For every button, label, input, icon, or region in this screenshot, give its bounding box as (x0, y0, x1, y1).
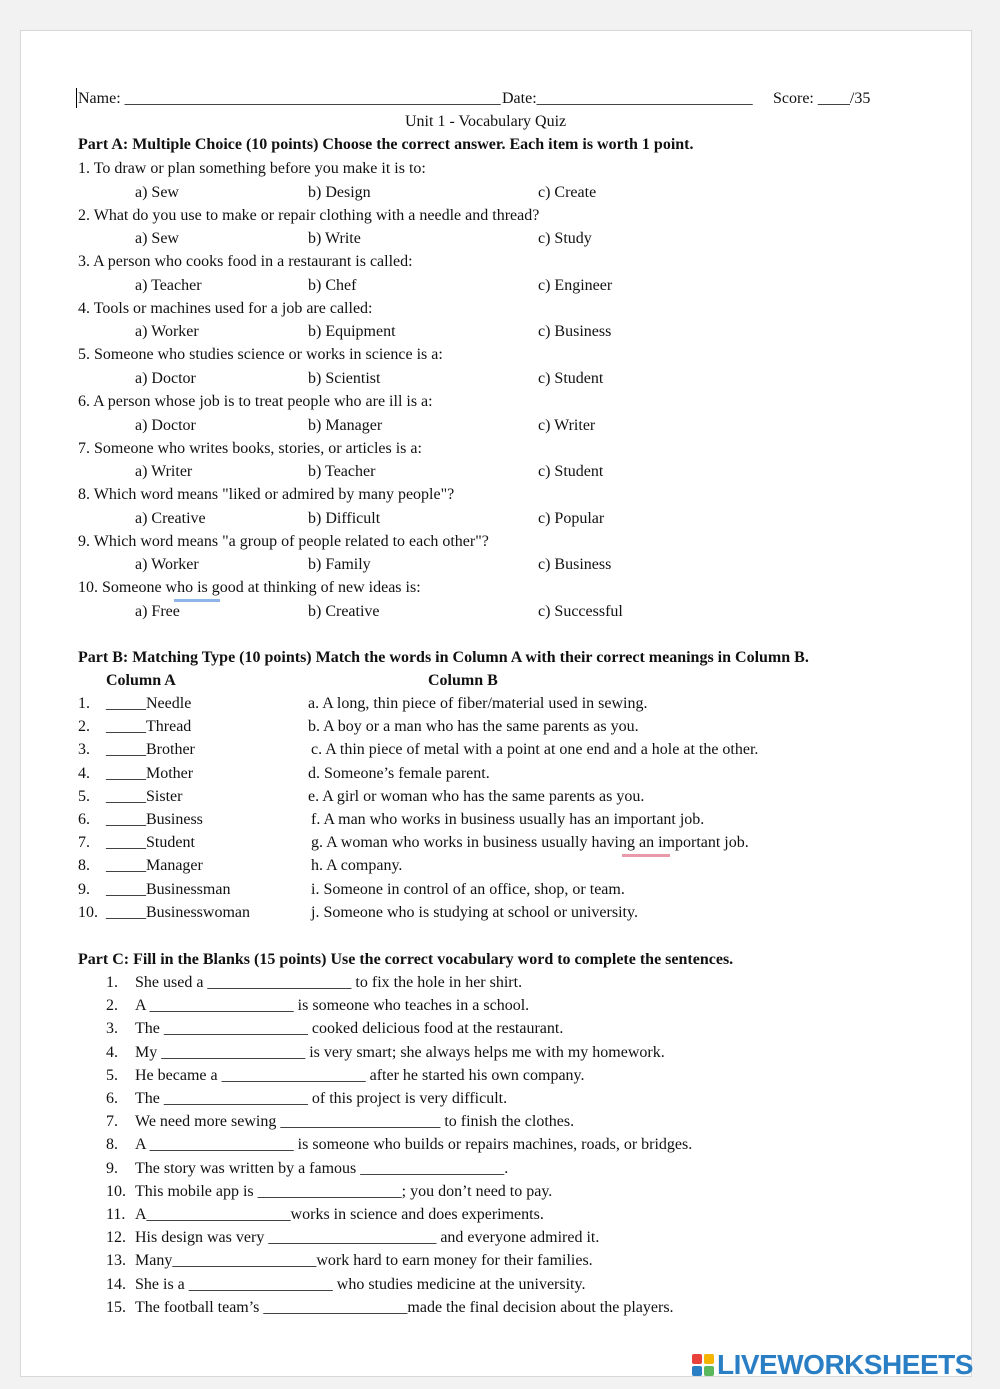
fill-number: 15. (106, 1298, 126, 1316)
match-definition: j. Someone who is studying at school or university. (311, 903, 638, 921)
fill-sentence[interactable]: We need more sewing ____________________ to finish the clothes. (135, 1113, 575, 1131)
fill-sentence[interactable]: He became a __________________ after he started his own company. (135, 1066, 585, 1084)
option-c[interactable]: c) Successful (538, 602, 623, 620)
option-b[interactable]: b) Scientist (308, 369, 381, 387)
option-c[interactable]: c) Popular (538, 509, 605, 527)
match-definition: b. A boy or a man who has the same parents as you. (308, 718, 639, 736)
fill-sentence[interactable]: The __________________ cooked delicious food at the restaurant. (135, 1020, 564, 1038)
fill-number: 7. (106, 1113, 118, 1131)
question-text: 2. What do you use to make or repair clothing with a needle and thread? (78, 206, 540, 224)
option-b[interactable]: b) Difficult (308, 509, 381, 527)
fill-sentence[interactable]: My __________________ is very smart; she always helps me with my homework. (135, 1043, 665, 1061)
match-definition: g. A woman who works in business usually having an important job. (311, 834, 749, 852)
match-definition: e. A girl or woman who has the same parents as you. (308, 787, 645, 805)
fill-sentence[interactable]: The football team’s __________________made the final decision about the players. (135, 1298, 674, 1316)
name-field[interactable]: Name: _______________________________________________ (78, 90, 501, 107)
option-a[interactable]: a) Worker (135, 556, 199, 574)
fill-number: 13. (106, 1252, 126, 1270)
option-b[interactable]: b) Write (308, 230, 361, 248)
fill-number: 11. (106, 1206, 126, 1223)
option-c[interactable]: c) Writer (538, 416, 596, 434)
option-c[interactable]: c) Student (538, 369, 604, 387)
fill-number: 14. (106, 1275, 126, 1293)
logo-text: LIVEWORKSHEETS (717, 1349, 973, 1380)
logo-grid-icon (692, 1354, 714, 1376)
option-a[interactable]: a) Doctor (135, 369, 196, 387)
text-cursor (76, 88, 77, 108)
option-a[interactable]: a) Sew (135, 183, 179, 201)
option-a[interactable]: a) Creative (135, 509, 206, 527)
fill-sentence[interactable]: Many__________________work hard to earn money for their families. (135, 1252, 593, 1270)
option-b[interactable]: b) Manager (308, 416, 383, 434)
match-number: 4. (78, 764, 90, 782)
match-blank[interactable]: _____Thread (106, 718, 192, 736)
match-blank[interactable]: _____Needle (106, 695, 192, 712)
match-blank[interactable]: _____Sister (106, 787, 183, 805)
match-blank[interactable]: _____Student (106, 834, 195, 852)
option-a[interactable]: a) Writer (135, 463, 193, 481)
fill-sentence[interactable]: A __________________ is someone who teaches in a school. (135, 997, 530, 1015)
score-field: Score: ____/35 (773, 90, 871, 107)
option-c[interactable]: c) Study (538, 230, 592, 248)
match-blank[interactable]: _____Business (106, 811, 203, 828)
option-a[interactable]: a) Doctor (135, 416, 196, 434)
part-b-heading: Part B: Matching Type (10 points) Match the words in Column A with their correct meanings in Column B. (78, 649, 809, 666)
fill-sentence[interactable]: She is a __________________ who studies medicine at the university. (135, 1275, 586, 1293)
fill-number: 10. (106, 1182, 126, 1200)
question-text: 8. Which word means "liked or admired by many people"? (78, 486, 455, 504)
fill-number: 5. (106, 1066, 118, 1084)
date-field[interactable]: Date:___________________________ (502, 90, 753, 107)
question-text: 9. Which word means "a group of people related to each other"? (78, 532, 489, 550)
option-c[interactable]: c) Engineer (538, 276, 613, 294)
match-number: 2. (78, 718, 90, 736)
match-number: 8. (78, 857, 90, 875)
match-definition: c. A thin piece of metal with a point at one end and a hole at the other. (311, 741, 759, 759)
match-definition: h. A company. (311, 857, 403, 875)
option-c[interactable]: c) Student (538, 463, 604, 481)
match-number: 1. (78, 695, 90, 712)
fill-sentence[interactable]: His design was very _____________________ and everyone admired it. (135, 1229, 600, 1247)
option-c[interactable]: c) Create (538, 183, 597, 201)
option-a[interactable]: a) Sew (135, 230, 179, 248)
part-c-heading: Part C: Fill in the Blanks (15 points) Use the correct vocabulary word to complete the sentences. (78, 951, 734, 968)
match-number: 7. (78, 834, 90, 852)
question-text: 1. To draw or plan something before you make it is to: (78, 160, 426, 177)
option-b[interactable]: b) Equipment (308, 323, 396, 341)
match-number: 3. (78, 741, 90, 759)
option-a[interactable]: a) Worker (135, 323, 199, 341)
match-number: 6. (78, 811, 90, 828)
fill-number: 8. (106, 1136, 118, 1154)
option-b[interactable]: b) Teacher (308, 463, 376, 481)
fill-number: 2. (106, 997, 118, 1015)
fill-number: 4. (106, 1043, 118, 1061)
option-c[interactable]: c) Business (538, 556, 612, 574)
option-a[interactable]: a) Teacher (135, 276, 202, 294)
column-b-header: Column B (428, 672, 498, 689)
match-number: 9. (78, 880, 90, 898)
option-b[interactable]: b) Family (308, 556, 371, 574)
part-a-heading: Part A: Multiple Choice (10 points) Choose the correct answer. Each item is worth 1 point. (78, 136, 694, 153)
fill-number: 1. (106, 974, 118, 991)
fill-sentence[interactable]: The story was written by a famous __________________. (135, 1159, 509, 1177)
match-blank[interactable]: _____Businessman (106, 880, 231, 898)
question-text: 6. A person whose job is to treat people who are ill is a: (78, 393, 433, 410)
fill-sentence[interactable]: The __________________ of this project is very difficult. (135, 1090, 508, 1107)
fill-sentence[interactable]: This mobile app is __________________; you don’t need to pay. (135, 1182, 553, 1200)
match-definition: i. Someone in control of an office, shop, or team. (311, 880, 625, 898)
fill-sentence[interactable]: She used a __________________ to fix the hole in her shirt. (135, 974, 523, 991)
question-text: 5. Someone who studies science or works in science is a: (78, 346, 443, 364)
question-text: 3. A person who cooks food in a restaurant is called: (78, 253, 413, 271)
liveworksheets-logo[interactable] (692, 1350, 973, 1380)
fill-number: 9. (106, 1159, 118, 1177)
fill-sentence[interactable]: A __________________ is someone who builds or repairs machines, roads, or bridges. (135, 1136, 693, 1154)
option-b[interactable]: b) Chef (308, 276, 357, 294)
fill-number: 3. (106, 1020, 118, 1038)
grammar-underline (174, 599, 220, 602)
match-blank[interactable]: _____Brother (106, 741, 195, 759)
option-b[interactable]: b) Creative (308, 602, 380, 620)
quiz-title: Unit 1 - Vocabulary Quiz (405, 113, 567, 130)
question-text: 10. Someone who is good at thinking of new ideas is: (78, 579, 421, 597)
question-text: 7. Someone who writes books, stories, or articles is a: (78, 439, 422, 457)
fill-sentence[interactable]: A__________________works in science and does experiments. (135, 1206, 544, 1223)
option-c[interactable]: c) Business (538, 323, 612, 341)
spelling-underline (622, 854, 670, 857)
match-blank[interactable]: _____Mother (106, 764, 194, 782)
match-number: 5. (78, 787, 90, 805)
option-a[interactable]: a) Free (135, 602, 180, 620)
match-number: 10. (78, 903, 98, 921)
match-blank[interactable]: _____Businesswoman (106, 903, 250, 921)
match-definition: f. A man who works in business usually has an important job. (311, 811, 705, 828)
match-definition: a. A long, thin piece of fiber/material used in sewing. (308, 695, 648, 712)
fill-number: 6. (106, 1090, 118, 1107)
question-text: 4. Tools or machines used for a job are called: (78, 299, 373, 317)
match-blank[interactable]: _____Manager (106, 857, 203, 875)
fill-number: 12. (106, 1229, 126, 1247)
match-definition: d. Someone’s female parent. (308, 764, 490, 782)
column-a-header: Column A (106, 672, 176, 689)
option-b[interactable]: b) Design (308, 183, 371, 201)
